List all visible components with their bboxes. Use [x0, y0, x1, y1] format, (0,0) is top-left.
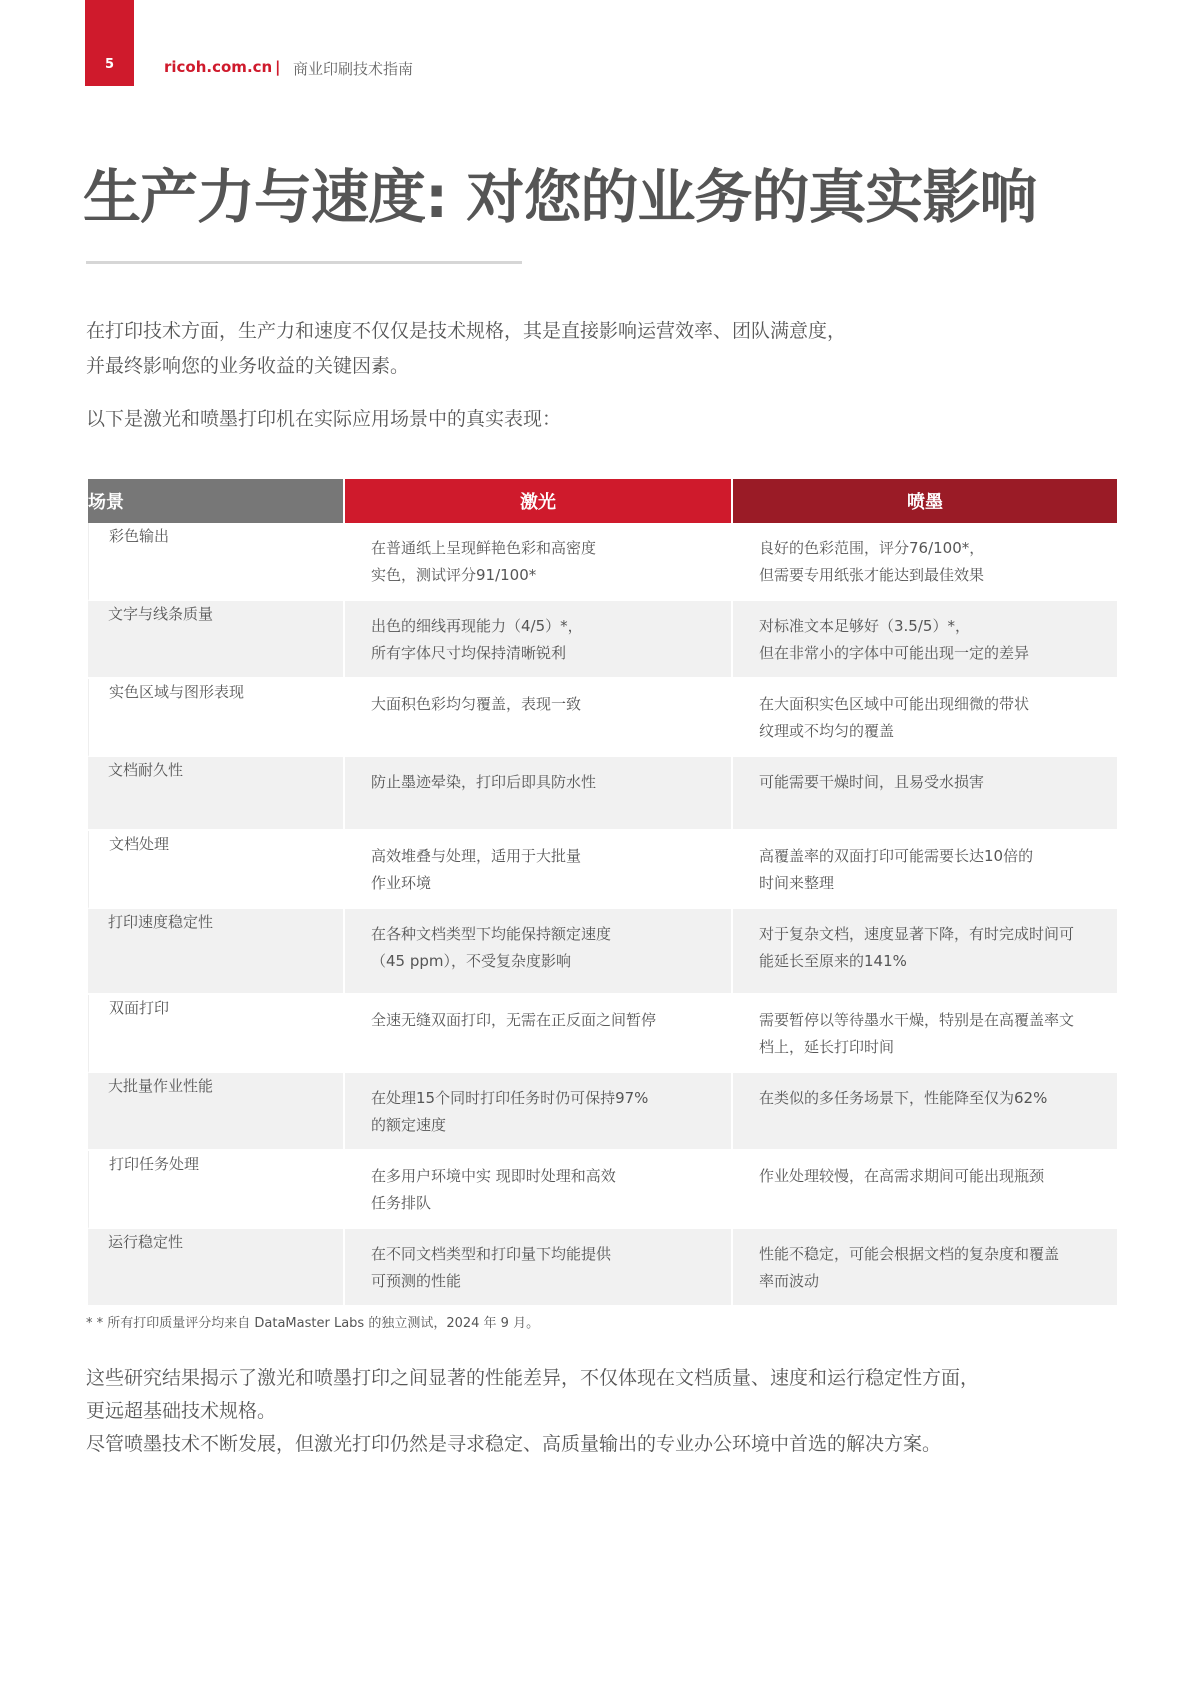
row-inkjet	[733, 757, 1117, 831]
table-row	[88, 757, 1117, 831]
cell-line: 全速无缝双面打印，无需在正反面之间暂停	[371, 1011, 657, 1029]
header-inkjet: 喷墨	[733, 479, 1117, 523]
row-scene: 文字与线条质量	[88, 601, 343, 679]
table-row	[88, 995, 1117, 1073]
row-laser	[345, 909, 731, 995]
intro-lead-in: 以下是激光和喷墨打印机在实际应用场景中的真实表现：	[86, 408, 562, 430]
table-row	[88, 831, 1117, 909]
table-row	[88, 909, 1117, 995]
cell-line: 但在非常小的字体中可能出现一定的差异	[759, 644, 1030, 662]
intro-paragraph	[86, 314, 1126, 384]
cell-line: 出色的细线再现能力（4/5）*，	[371, 617, 583, 635]
cell-line: 可预测的性能	[371, 1272, 462, 1290]
intro-line-2: 并最终影响您的业务收益的关键因素。	[86, 355, 410, 377]
table-header-row	[88, 479, 1117, 523]
site-url[interactable]: ricoh.com.cn	[164, 58, 273, 76]
cell-line: 率而波动	[759, 1272, 820, 1290]
cell-line: 对于复杂文档，速度显著下降，有时完成时间可	[759, 925, 1075, 943]
row-laser	[345, 1229, 731, 1307]
row-inkjet	[733, 1151, 1117, 1229]
cell-line: 在处理15个同时打印任务时仍可保持97%	[371, 1089, 649, 1107]
cell-line: （45 ppm），不受复杂度影响	[371, 952, 572, 970]
cell-line: 需要暂停以等待墨水干燥，特别是在高覆盖率文	[759, 1011, 1075, 1029]
row-scene: 打印任务处理	[88, 1151, 343, 1229]
table-row	[88, 601, 1117, 679]
row-inkjet	[733, 1229, 1117, 1307]
cell-line: 对标准文本足够好（3.5/5）*，	[759, 617, 970, 635]
row-laser	[345, 679, 731, 757]
cell-line: 良好的色彩范围，评分76/100*，	[759, 539, 985, 557]
cell-line: 实色，测试评分91/100*	[371, 566, 537, 584]
row-inkjet	[733, 1073, 1117, 1151]
table-row	[88, 1151, 1117, 1229]
cell-line: 高覆盖率的双面打印可能需要长达10倍的	[759, 847, 1034, 865]
cell-line: 可能需要干燥时间，且易受水损害	[759, 773, 985, 791]
row-inkjet	[733, 523, 1117, 601]
table-row	[88, 1073, 1117, 1151]
page-number: 5	[104, 57, 115, 72]
footnote: * * 所有打印质量评分均来自 DataMaster Labs 的独立测试，2024 年 9 月。	[86, 1316, 540, 1331]
cell-line: 所有字体尺寸均保持清晰锐利	[371, 644, 567, 662]
intro-line-1: 在打印技术方面，生产力和速度不仅仅是技术规格，其是直接影响运营效率、团队满意度，	[86, 320, 847, 342]
row-laser	[345, 757, 731, 831]
row-laser	[345, 1151, 731, 1229]
cell-line: 高效堆叠与处理，适用于大批量	[371, 847, 582, 865]
row-scene: 文档处理	[88, 831, 343, 909]
cell-line: 能延长至原来的141%	[759, 952, 907, 970]
cell-line: 任务排队	[371, 1194, 432, 1212]
cell-line: 在普通纸上呈现鲜艳色彩和高密度	[371, 539, 597, 557]
conclusion-line-3: 尽管喷墨技术不断发展，但激光打印仍然是寻求稳定、高质量输出的专业办公环境中首选的解决方案。	[86, 1433, 942, 1455]
row-laser	[345, 995, 731, 1073]
table-row	[88, 523, 1117, 601]
row-scene: 打印速度稳定性	[88, 909, 343, 995]
cell-line: 大面积色彩均匀覆盖，表现一致	[371, 695, 582, 713]
table-body	[88, 523, 1117, 1307]
header-scene: 场景	[88, 479, 343, 523]
row-scene: 实色区域与图形表现	[88, 679, 343, 757]
cell-line: 作业环境	[371, 874, 432, 892]
row-inkjet	[733, 995, 1117, 1073]
cell-line: 在各种文档类型下均能保持额定速度	[371, 925, 612, 943]
conclusion-line-2: 更远超基础技术规格。	[86, 1400, 277, 1422]
cell-line: 作业处理较慢，在高需求期间可能出现瓶颈	[759, 1167, 1045, 1185]
comparison-table	[86, 479, 1119, 1307]
cell-line: 在类似的多任务场景下，性能降至仅为62%	[759, 1089, 1048, 1107]
cell-line: 时间来整理	[759, 874, 835, 892]
cell-line: 纹理或不均匀的覆盖	[759, 722, 895, 740]
row-scene: 彩色输出	[88, 523, 343, 601]
document-title: 商业印刷技术指南	[293, 60, 414, 78]
cell-line: 性能不稳定，可能会根据文档的复杂度和覆盖	[759, 1245, 1060, 1263]
row-inkjet	[733, 831, 1117, 909]
row-scene: 运行稳定性	[88, 1229, 343, 1307]
table-row	[88, 1229, 1117, 1307]
page-title: 生产力与速度: 对您的业务的真实影响	[83, 163, 1037, 231]
row-laser	[345, 523, 731, 601]
cell-line: 在不同文档类型和打印量下均能提供	[371, 1245, 612, 1263]
title-divider	[86, 261, 522, 264]
header-laser: 激光	[345, 479, 731, 523]
cell-line: 在多用户环境中实 现即时处理和高效	[371, 1167, 616, 1185]
page-number-tab	[85, 0, 134, 86]
row-scene: 文档耐久性	[88, 757, 343, 831]
table-row	[88, 679, 1117, 757]
cell-line: 但需要专用纸张才能达到最佳效果	[759, 566, 985, 584]
row-inkjet	[733, 679, 1117, 757]
conclusion-paragraph	[86, 1362, 1126, 1461]
row-laser	[345, 1073, 731, 1151]
row-inkjet	[733, 601, 1117, 679]
header-separator: |	[275, 58, 281, 76]
row-scene: 双面打印	[88, 995, 343, 1073]
row-inkjet	[733, 909, 1117, 995]
cell-line: 在大面积实色区域中可能出现细微的带状	[759, 695, 1030, 713]
row-laser	[345, 831, 731, 909]
cell-line: 的额定速度	[371, 1116, 447, 1134]
cell-line: 防止墨迹晕染，打印后即具防水性	[371, 773, 597, 791]
row-laser	[345, 601, 731, 679]
cell-line: 档上，延长打印时间	[759, 1038, 895, 1056]
conclusion-line-1: 这些研究结果揭示了激光和喷墨打印之间显著的性能差异，不仅体现在文档质量、速度和运行稳定性方面，	[86, 1367, 980, 1389]
row-scene: 大批量作业性能	[88, 1073, 343, 1151]
